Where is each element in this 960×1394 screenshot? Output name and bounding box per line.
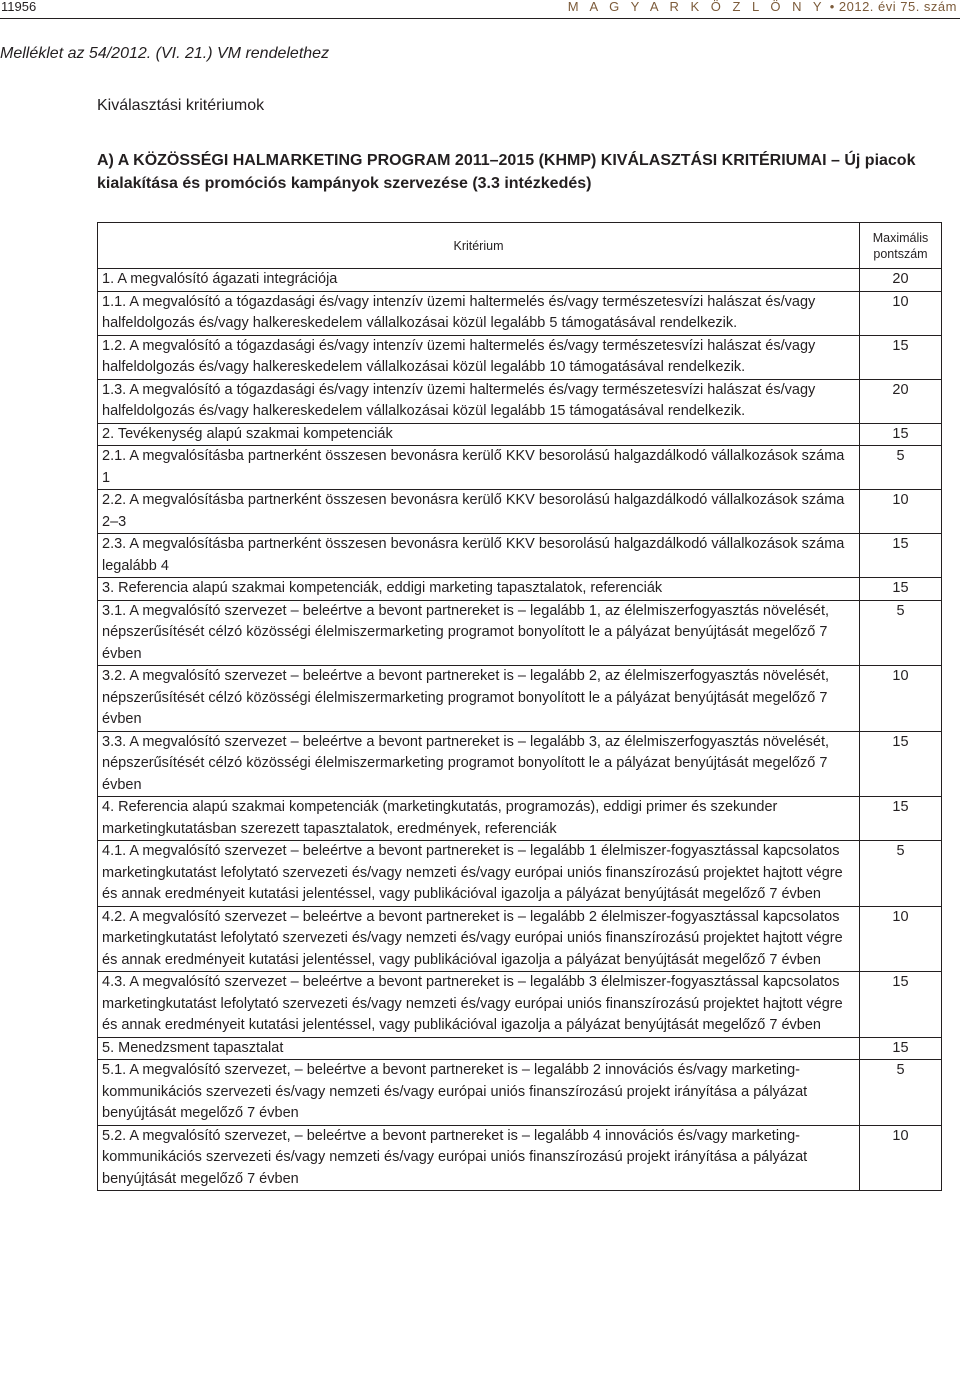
table-row xyxy=(98,534,942,578)
program-title: A) A KÖZÖSSÉGI HALMARKETING PROGRAM 2011–2015 (KHMP) KIVÁLASZTÁSI KRITÉRIUMAI – Új piacok kialakítása és promóciós kampányok szervezése (3.3 intézkedés) xyxy=(97,152,916,192)
criterion-text: 3.3. A megvalósító szervezet – beleértve a bevont partnereket is – legalább 3, az élelmiszerfogyasztás növelését, népszerűsítését célzó közösségi élelmiszermarketing programot bonyolított le a pályázat benyújtását megelőző 7 évben xyxy=(98,731,860,797)
criterion-text: 3. Referencia alapú szakmai kompetenciák, eddigi marketing tapasztalatok, referenciák xyxy=(98,578,860,601)
criterion-points: 15 xyxy=(860,797,942,841)
table-header-row xyxy=(98,223,942,269)
page-number: 11956 xyxy=(1,0,37,14)
annex-title: Melléklet az 54/2012. (VI. 21.) VM rendelethez xyxy=(0,45,330,62)
criterion-points: 10 xyxy=(860,1125,942,1191)
table-row xyxy=(98,1060,942,1126)
table-row xyxy=(98,906,942,972)
criterion-points: 20 xyxy=(860,269,942,292)
table-row xyxy=(98,666,942,732)
journal-name: M A G Y A R K Ö Z L Ö N Y xyxy=(567,0,826,14)
table-row xyxy=(98,423,942,446)
column-header-criterion: Kritérium xyxy=(98,223,860,269)
running-head xyxy=(0,0,960,18)
criterion-text: 2.2. A megvalósításba partnerként összesen bevonásra kerülő KKV besorolású halgazdálkodó vállalkozások száma 2–3 xyxy=(98,490,860,534)
criteria-heading: Kiválasztási kritériumok xyxy=(97,97,265,114)
table-row xyxy=(98,446,942,490)
table-row xyxy=(98,490,942,534)
table-row xyxy=(98,291,942,335)
table-row xyxy=(98,1125,942,1191)
table-body xyxy=(98,269,942,1191)
criterion-points: 15 xyxy=(860,1037,942,1060)
criterion-text: 4.2. A megvalósító szervezet – beleértve a bevont partnereket is – legalább 2 élelmiszer-fogyasztással kapcsolatos marketingkutatást lefolytató szervezeti és/vagy nemzeti és/vagy európai uniós finanszírozású projektet hajtott végre és annak eredményeit kutatási jelentéssel, vagy publikációval igazolja a pályázat benyújtását megelőző 7 évben xyxy=(98,906,860,972)
criterion-points: 5 xyxy=(860,1060,942,1126)
criterion-points: 5 xyxy=(860,600,942,666)
table-row xyxy=(98,335,942,379)
criterion-points: 15 xyxy=(860,972,942,1038)
table-row xyxy=(98,578,942,601)
issue-number: 2012. évi 75. szám xyxy=(838,0,957,14)
criterion-points: 20 xyxy=(860,379,942,423)
table-row xyxy=(98,269,942,292)
criterion-points: 5 xyxy=(860,841,942,907)
criterion-text: 5. Menedzsment tapasztalat xyxy=(98,1037,860,1060)
table-row xyxy=(98,379,942,423)
criterion-points: 5 xyxy=(860,446,942,490)
journal-issue-line xyxy=(568,0,957,14)
criterion-points: 10 xyxy=(860,666,942,732)
criterion-points: 10 xyxy=(860,291,942,335)
table-row xyxy=(98,600,942,666)
criterion-points: 15 xyxy=(860,534,942,578)
criterion-text: 4.1. A megvalósító szervezet – beleértve a bevont partnereket is – legalább 1 élelmiszer-fogyasztással kapcsolatos marketingkutatást lefolytató szervezeti és/vagy nemzeti és/vagy európai uniós finanszírozású projektet hajtott végre és annak eredményeit kutatási jelentéssel, vagy publikációval igazolja a pályázat benyújtását megelőző 7 évben xyxy=(98,841,860,907)
criterion-text: 3.1. A megvalósító szervezet – beleértve a bevont partnereket is – legalább 1, az élelmiszerfogyasztás növelését, népszerűsítését célzó közösségi élelmiszermarketing programot bonyolított le a pályázat benyújtását megelőző 7 évben xyxy=(98,600,860,666)
criterion-points: 10 xyxy=(860,906,942,972)
criterion-text: 2.1. A megvalósításba partnerként összesen bevonásra kerülő KKV besorolású halgazdálkodó vállalkozások száma 1 xyxy=(98,446,860,490)
criterion-text: 5.1. A megvalósító szervezet, – beleértve a bevont partnereket is – legalább 2 innovációs és/vagy marketing-kommunikációs szervezeti és/vagy nemzeti és/vagy európai uniós finanszírozású projekt irányítása a pályázat benyújtását megelőző 7 évben xyxy=(98,1060,860,1126)
criterion-points: 15 xyxy=(860,335,942,379)
criterion-text: 1.2. A megvalósító a tógazdasági és/vagy intenzív üzemi haltermelés és/vagy természetesvízi halászat és/vagy halfeldolgozás és/vagy halkereskedelem vállalkozásai közül legalább 10 támogatásával rendelkezik. xyxy=(98,335,860,379)
table-row xyxy=(98,972,942,1038)
criterion-text: 3.2. A megvalósító szervezet – beleértve a bevont partnereket is – legalább 2, az élelmiszerfogyasztás növelését, népszerűsítését célzó közösségi élelmiszermarketing programot bonyolított le a pályázat benyújtását megelőző 7 évben xyxy=(98,666,860,732)
criterion-text: 2. Tevékenység alapú szakmai kompetenciák xyxy=(98,423,860,446)
column-header-points: Maximális pontszám xyxy=(860,223,942,269)
criterion-points: 15 xyxy=(860,578,942,601)
criterion-text: 2.3. A megvalósításba partnerként összesen bevonásra kerülő KKV besorolású halgazdálkodó vállalkozások száma legalább 4 xyxy=(98,534,860,578)
criterion-text: 1.3. A megvalósító a tógazdasági és/vagy intenzív üzemi haltermelés és/vagy természetesvízi halászat és/vagy halfeldolgozás és/vagy halkereskedelem vállalkozásai közül legalább 15 támogatásával rendelkezik. xyxy=(98,379,860,423)
header-rule xyxy=(0,18,960,19)
criterion-text: 5.2. A megvalósító szervezet, – beleértve a bevont partnereket is – legalább 4 innovációs és/vagy marketing-kommunikációs szervezeti és/vagy nemzeti és/vagy európai uniós finanszírozású projekt irányítása a pályázat benyújtását megelőző 7 évben xyxy=(98,1125,860,1191)
criterion-text: 4. Referencia alapú szakmai kompetenciák (marketingkutatás, programozás), eddigi primer és szekunder marketingkutatásban szerezett tapasztalatok, eredmények, referenciák xyxy=(98,797,860,841)
table-row xyxy=(98,841,942,907)
table-row xyxy=(98,797,942,841)
criterion-points: 15 xyxy=(860,423,942,446)
criterion-points: 15 xyxy=(860,731,942,797)
criterion-text: 1. A megvalósító ágazati integrációja xyxy=(98,269,860,292)
criterion-text: 4.3. A megvalósító szervezet – beleértve a bevont partnereket is – legalább 3 élelmiszer-fogyasztással kapcsolatos marketingkutatást lefolytató szervezeti és/vagy nemzeti és/vagy európai uniós finanszírozású projektet hajtott végre és annak eredményeit kutatási jelentéssel, vagy publikációval igazolja a pályázat benyújtását megelőző 7 évben xyxy=(98,972,860,1038)
table-row xyxy=(98,731,942,797)
table-row xyxy=(98,1037,942,1060)
criteria-table xyxy=(97,222,942,1191)
criterion-text: 1.1. A megvalósító a tógazdasági és/vagy intenzív üzemi haltermelés és/vagy természetesvízi halászat és/vagy halfeldolgozás és/vagy halkereskedelem vállalkozásai közül legalább 5 támogatásával rendelkezik. xyxy=(98,291,860,335)
bullet-separator: • xyxy=(829,0,835,14)
criterion-points: 10 xyxy=(860,490,942,534)
